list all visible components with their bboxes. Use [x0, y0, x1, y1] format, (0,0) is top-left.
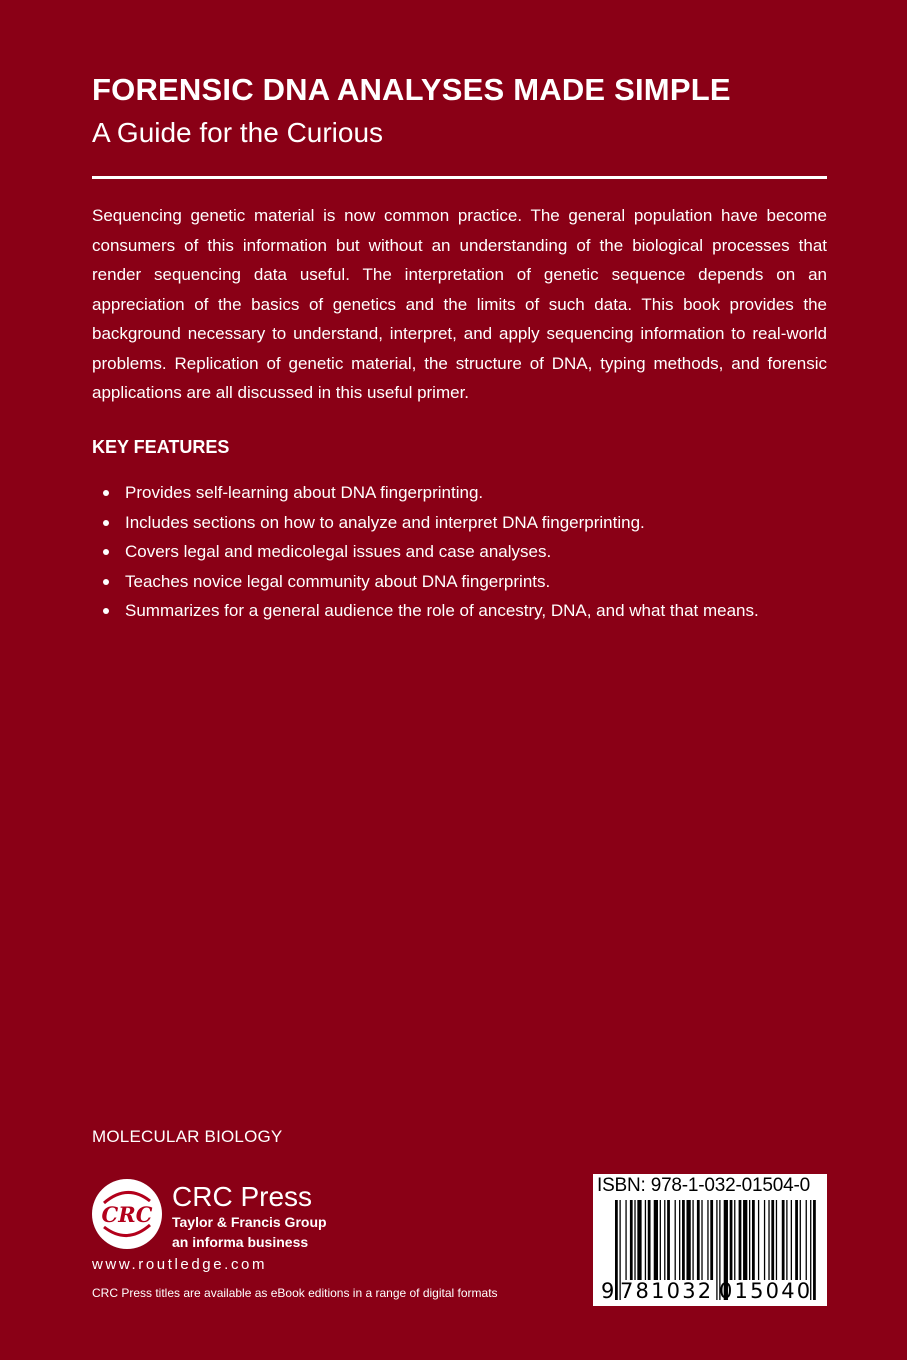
barcode-bar — [734, 1200, 735, 1280]
feature-text: Teaches novice legal community about DNA fingerprints. — [125, 571, 551, 591]
barcode-bar — [795, 1200, 798, 1280]
barcode-bar — [806, 1200, 807, 1280]
crc-logo-graphic — [92, 1179, 162, 1249]
barcode-bar — [771, 1200, 774, 1280]
barcode-bar — [697, 1200, 700, 1280]
crc-logo-text: CRC — [101, 1202, 153, 1227]
barcode-bar — [707, 1200, 708, 1280]
barcode-digits-left: 781032 — [620, 1279, 714, 1303]
barcode-bar — [749, 1200, 750, 1280]
barcode-bar — [654, 1200, 658, 1280]
publisher-name: CRC Press — [172, 1181, 313, 1212]
list-item — [92, 508, 827, 538]
isbn-barcode — [593, 1174, 827, 1306]
list-item — [92, 596, 827, 626]
barcode-digits-right: 015040 — [719, 1279, 813, 1303]
barcode-bar — [782, 1200, 785, 1280]
barcode-digits — [593, 1279, 827, 1306]
barcode-bar — [686, 1200, 690, 1280]
bullet-icon — [103, 608, 109, 614]
key-features-heading: KEY FEATURES — [92, 437, 230, 457]
list-item — [92, 567, 827, 597]
list-item — [92, 537, 827, 567]
barcode-digit-first: 9 — [601, 1279, 615, 1303]
ebook-note: CRC Press titles are available as eBook editions in a range of digital formats — [92, 1286, 498, 1300]
bullet-icon — [103, 490, 109, 496]
book-subtitle: A Guide for the Curious — [92, 117, 384, 148]
barcode-bar — [743, 1200, 747, 1280]
barcode-bar — [758, 1200, 759, 1280]
feature-text: Includes sections on how to analyze and interpret DNA fingerprinting. — [125, 512, 645, 532]
barcode-bar — [786, 1200, 787, 1280]
subject-category: MOLECULAR BIOLOGY — [92, 1127, 283, 1146]
barcode-bar — [752, 1200, 755, 1280]
title-divider — [92, 176, 827, 179]
barcode-bar — [710, 1200, 713, 1280]
barcode-bar — [637, 1200, 641, 1280]
crc-logo-icon — [92, 1179, 162, 1249]
barcode-bar — [648, 1200, 651, 1280]
barcode-bar — [776, 1200, 777, 1280]
bullet-icon — [103, 520, 109, 526]
barcode-bar — [667, 1200, 670, 1280]
list-item — [92, 478, 827, 508]
barcode-bar — [800, 1200, 801, 1280]
barcode-bar — [768, 1200, 769, 1280]
barcode-bar — [764, 1200, 765, 1280]
barcode-bar — [791, 1200, 792, 1280]
barcode-bar — [660, 1200, 661, 1280]
barcode-bar — [664, 1200, 665, 1280]
bullet-icon — [103, 549, 109, 555]
bullet-icon — [103, 579, 109, 585]
book-title: FORENSIC DNA ANALYSES MADE SIMPLE — [92, 72, 731, 107]
barcode-bar — [682, 1200, 685, 1280]
publisher-website: www.routledge.com — [92, 1256, 268, 1273]
barcode-bar — [701, 1200, 702, 1280]
isbn-label: ISBN: 978-1-032-01504-0 — [597, 1175, 810, 1196]
barcode-bar — [739, 1200, 742, 1280]
publisher-group: Taylor & Francis Group — [172, 1214, 327, 1230]
barcode-bar — [645, 1200, 646, 1280]
key-features-list — [92, 478, 827, 626]
feature-text: Summarizes for a general audience the role of ancestry, DNA, and what that means. — [125, 601, 759, 620]
barcode-bar — [625, 1200, 626, 1280]
barcode-bar — [679, 1200, 680, 1280]
barcode-bar — [630, 1200, 633, 1280]
feature-text: Provides self-learning about DNA fingerprinting. — [125, 483, 484, 502]
barcode-bar — [730, 1200, 733, 1280]
feature-text: Covers legal and medicolegal issues and case analyses. — [125, 542, 552, 561]
barcode-bar — [634, 1200, 635, 1280]
barcode-bar — [692, 1200, 693, 1280]
barcode-bar — [675, 1200, 676, 1280]
publisher-business: an informa business — [172, 1234, 309, 1250]
book-description: Sequencing genetic material is now common practice. The general population have become consumers of this information but without an understanding of the biological processes that render sequencing data useful. The interpretation of genetic sequence depends on an appreciation of the basics of genetics and the limits of such data. This book provides the background necessary to understand, interpret, and apply sequencing information to real-world problems. Replication of genetic material, the structure of DNA, typing methods, and forensic applications are all discussed in this useful primer. — [92, 206, 827, 402]
